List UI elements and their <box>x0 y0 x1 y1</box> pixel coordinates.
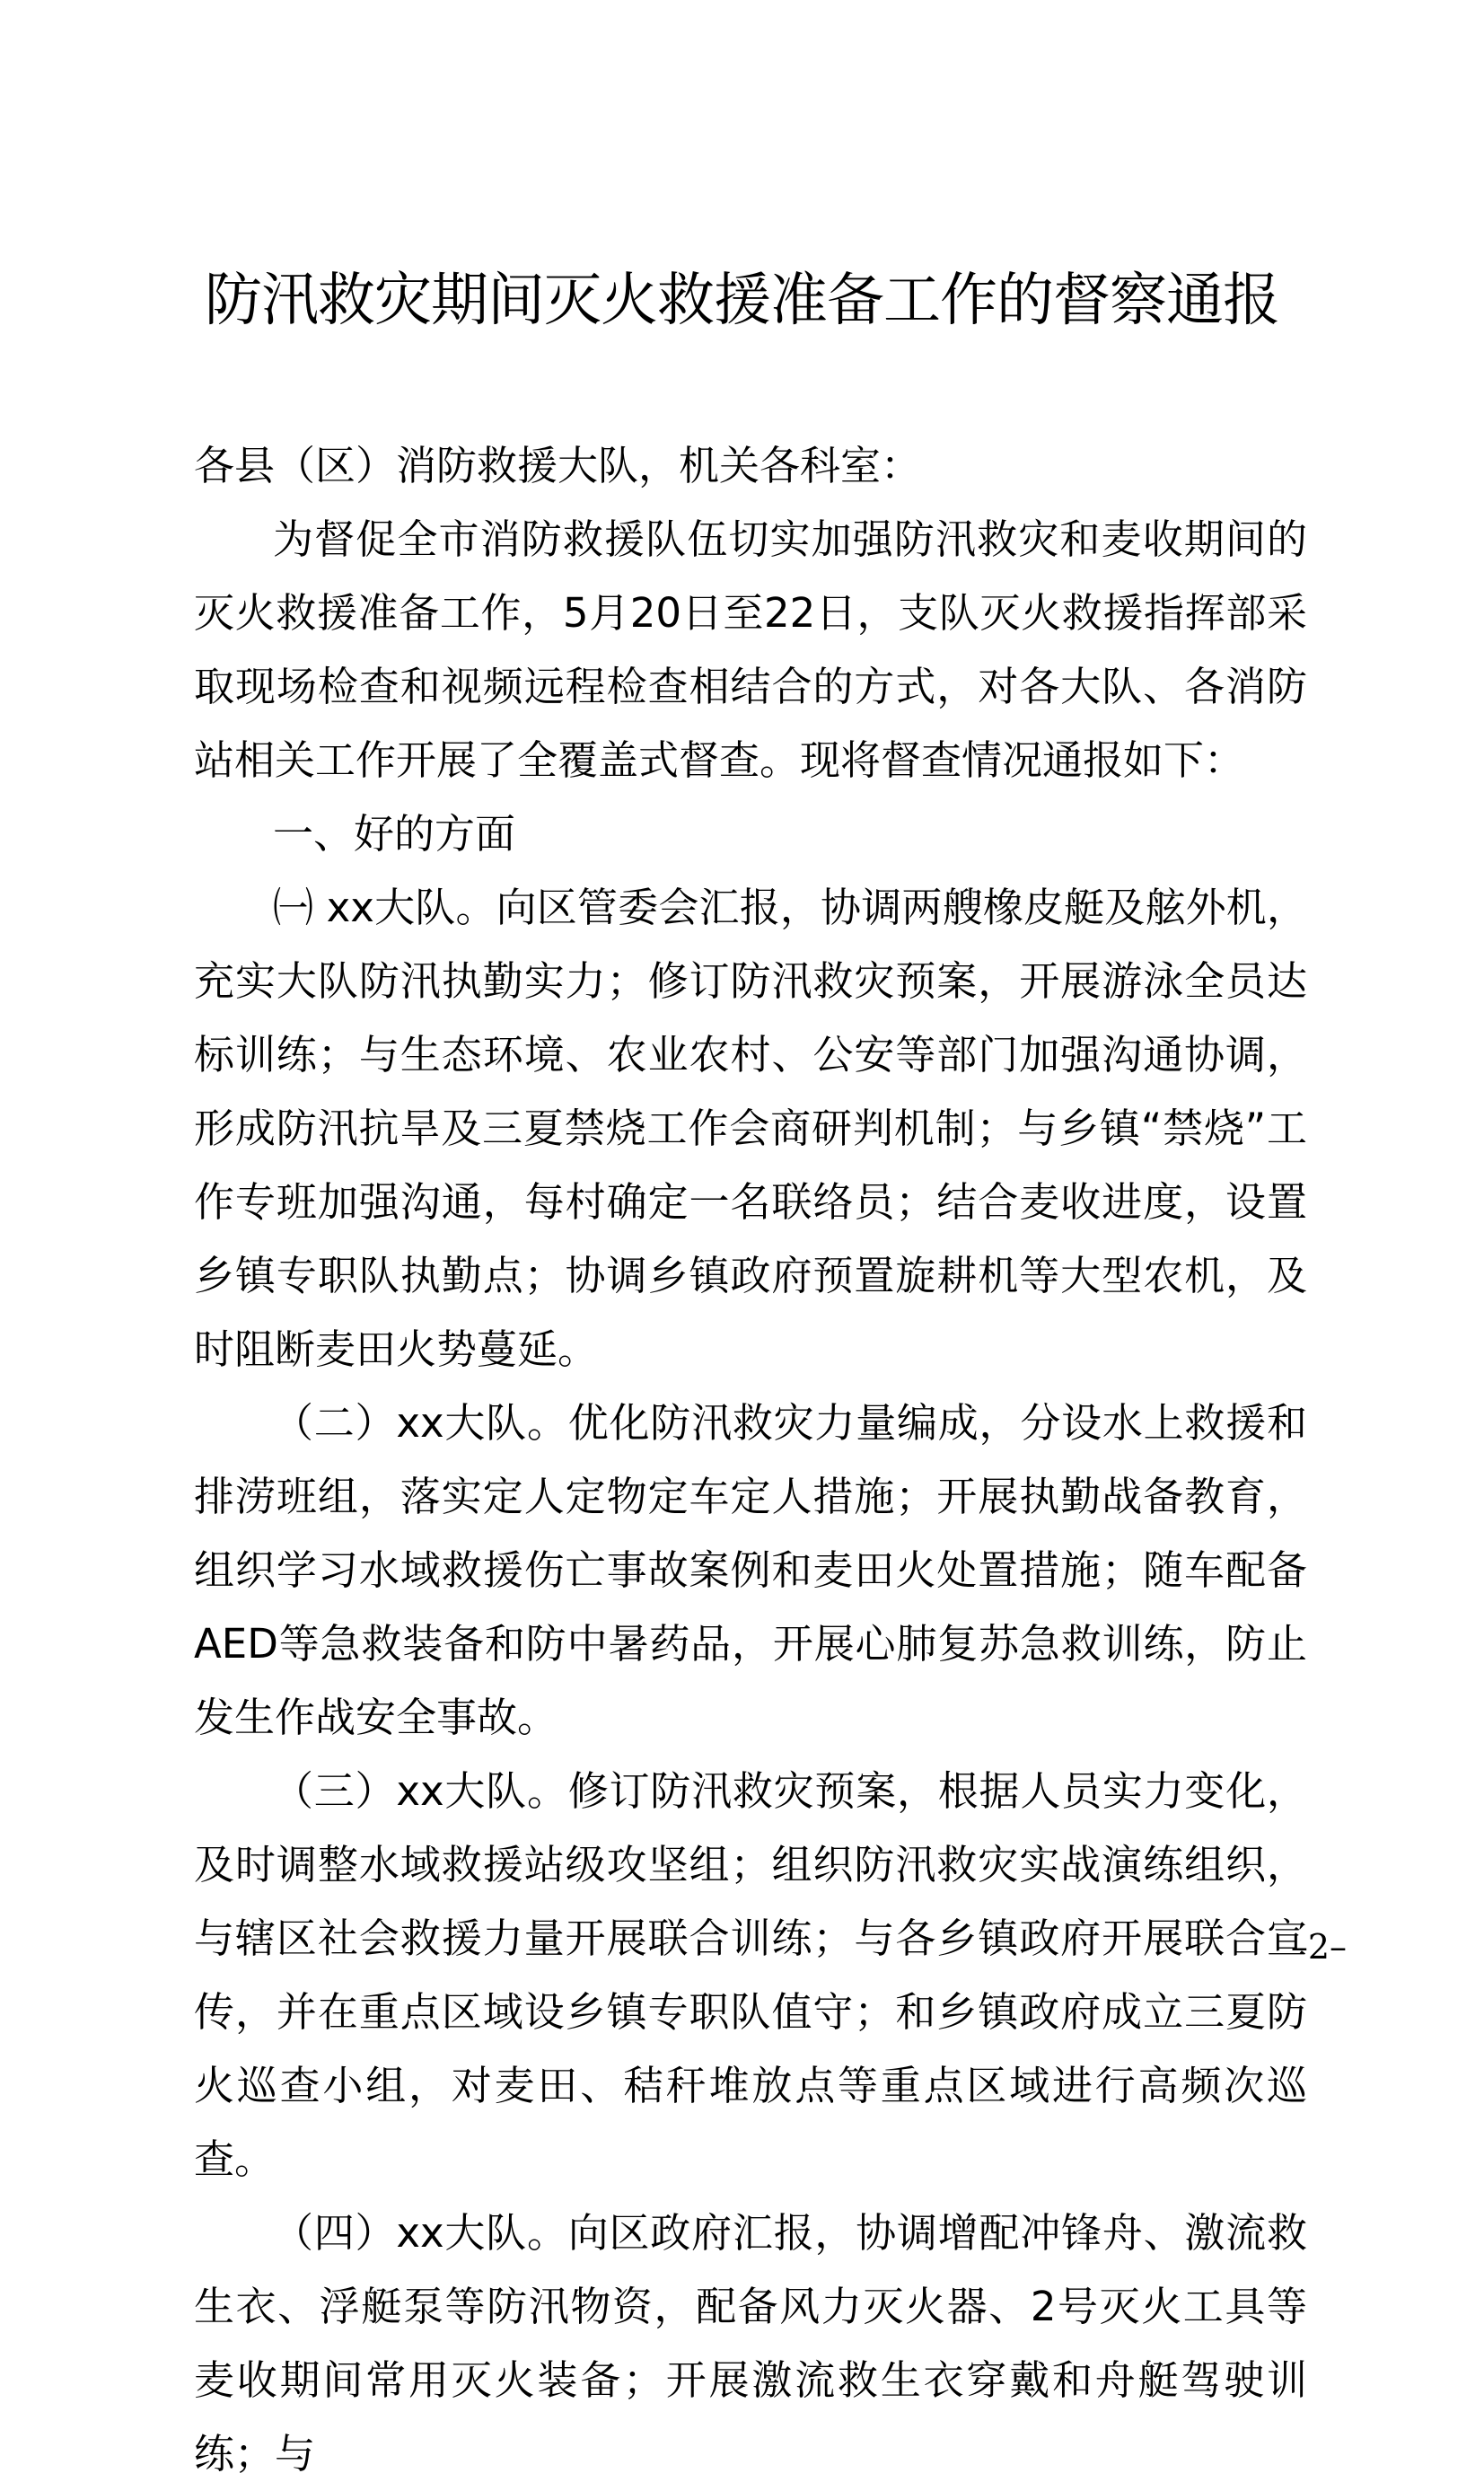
section-heading-good-aspects: 一、好的方面 <box>273 810 516 858</box>
document-body <box>194 429 1307 2491</box>
intro-paragraph: 为督促全市消防救援队伍切实加强防汛救灾和麦收期间的灭火救援准备工作，5月20日至22日，支队灭火救援指挥部采取现场检查和视频远程检查相结合的方式，对各大队、各消防站相关工作开展了全覆盖式督查。现将督查情况通报如下： <box>194 515 1307 784</box>
salutation: 各县（区）消防救援大队，机关各科室： <box>194 442 922 489</box>
item-paragraph-4: （四）xx大队。向区政府汇报，协调增配冲锋舟、激流救生衣、浮艇泵等防汛物资，配备风力灭火器、2号灭火工具等麦收期间常用灭火装备；开展激流救生衣穿戴和舟艇驾驶训练；与 <box>194 2209 1307 2478</box>
item-paragraph-3: （三）xx大队。修订防汛救灾预案，根据人员实力变化，及时调整水域救援站级攻坚组；组织防汛救灾实战演练组织，与辖区社会救援力量开展联合训练；与各乡镇政府开展联合宣传，并在重点区域设乡镇专职队值守；和乡镇政府成立三夏防火巡查小组，对麦田、秸秆堆放点等重点区域进行高频次巡查。 <box>194 1767 1307 2183</box>
page-number: –2– <box>1290 1927 1347 1967</box>
item-paragraph-2: （二）xx大队。优化防汛救灾力量编成，分设水上救援和排涝班组，落实定人定物定车定人措施；开展执勤战备教育，组织学习水域救援伤亡事故案例和麦田火处置措施；随车配备AED等急救装备和防中暑药品，开展心肺复苏急救训练，防止发生作战安全事故。 <box>194 1399 1307 1741</box>
item-paragraph-1: ㈠ xx大队。向区管委会汇报，协调两艘橡皮艇及舷外机，充实大队防汛执勤实力；修订防汛救灾预案，开展游泳全员达标训练；与生态环境、农业农村、公安等部门加强沟通协调，形成防汛抗旱及三夏禁烧工作会商研判机制；与乡镇“禁烧”工作专班加强沟通，每村确定一名联络员；结合麦收进度，设置乡镇专职队执勤点；协调乡镇政府预置旋耕机等大型农机，及时阻断麦田火势蔓延。 <box>194 884 1307 1373</box>
document-title: 防汛救灾期间灭火救援准备工作的督察通报 <box>205 268 1279 334</box>
